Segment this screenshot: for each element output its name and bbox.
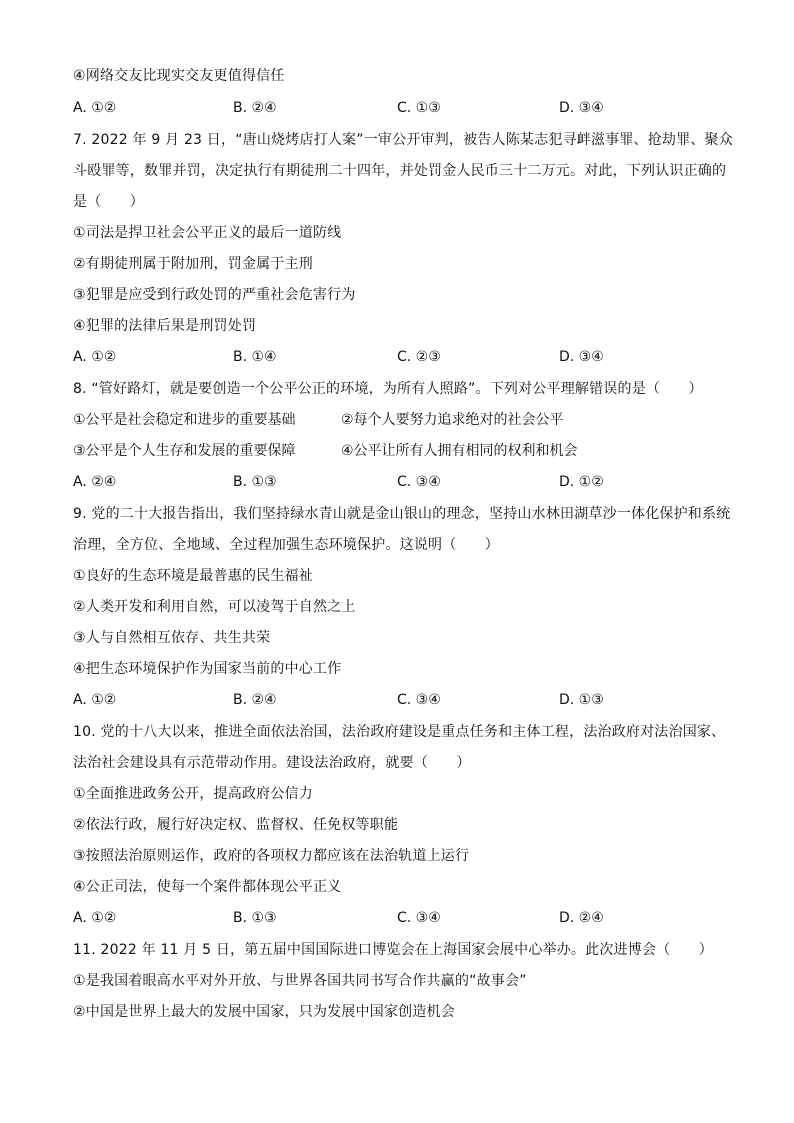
statement-q7-1: ①司法是捍卫社会公平正义的最后一道防线 [73,225,342,241]
option-a[interactable]: A. ①② [73,100,117,116]
options-q6 [73,99,733,117]
question-9-stem-2: 治理，全方位、全地域、全过程加强生态环境保护。这说明（ ） [73,537,499,553]
statements-q8-row-1 [73,411,564,429]
statement-q8-4: ④公平让所有人拥有相同的权利和机会 [341,443,578,459]
statement-q8-3: ③公平是个人生存和发展的重要保障 [73,443,296,459]
statement-q9-3: ③人与自然相互依存、共生共荣 [73,630,271,646]
statement-q7-2: ②有期徒刑属于附加刑，罚金属于主刑 [73,256,313,272]
statement-q9-2: ②人类开发和利用自然，可以凌驾于自然之上 [73,599,356,615]
options-q7 [73,348,733,366]
question-8-stem: 8. “管好路灯，就是要创造一个公平公正的环境，为所有人照路”。下列对公平理解错误的是（ ） [73,381,703,397]
statements-q8-row-2 [73,442,578,460]
option-d[interactable]: D. ①③ [559,692,604,708]
option-b[interactable]: B. ①③ [233,910,277,926]
statement-q10-1: ①全面推进政务公开，提高政府公信力 [73,786,313,802]
option-a[interactable]: A. ①② [73,349,117,365]
statement-q6-4: ④网络交友比现实交友更值得信任 [73,68,285,84]
option-a[interactable]: A. ①② [73,910,117,926]
option-b[interactable]: B. ②④ [233,692,277,708]
statement-q10-4: ④公正司法，使每一个案件都体现公平正义 [73,879,342,895]
statement-q11-1: ①是我国着眼高水平对外开放、与世界各国共同书写合作共赢的“故事会” [73,973,527,989]
statement-q10-2: ②依法行政，履行好决定权、监督权、任免权等职能 [73,817,399,833]
question-11-stem: 11. 2022 年 11 月 5 日，第五届中国国际进口博览会在上海国家会展中心举办。此次进博会（ ） [73,942,713,958]
question-10-stem-2: 法治社会建设具有示范带动作用。建设法治政府，就要（ ） [73,755,471,771]
options-q9 [73,691,733,709]
option-c[interactable]: C. ③④ [397,474,441,490]
question-7-stem-1: 7. 2022 年 9 月 23 日，“唐山烧烤店打人案”一审公开审判，被告人陈某志犯寻衅滋事罪、抢劫罪、聚众 [73,132,733,148]
option-a[interactable]: A. ②④ [73,474,117,490]
option-b[interactable]: B. ②④ [233,100,277,116]
statement-q9-4: ④把生态环境保护作为国家当前的中心工作 [73,661,342,677]
option-a[interactable]: A. ①② [73,692,117,708]
option-b[interactable]: B. ①④ [233,349,277,365]
option-d[interactable]: D. ①② [559,474,604,490]
statement-q9-1: ①良好的生态环境是最普惠的民生福祉 [73,568,313,584]
option-b[interactable]: B. ①③ [233,474,277,490]
option-d[interactable]: D. ③④ [559,349,604,365]
options-q8 [73,473,733,491]
question-7-stem-2: 斗殴罪等，数罪并罚，决定执行有期徒刑二十四年，并处罚金人民币三十二万元。对此，下列认识正确的 [73,163,727,179]
question-9-stem-1: 9. 党的二十大报告指出，我们坚持绿水青山就是金山银山的理念，坚持山水林田湖草沙一体化保护和系统 [73,506,731,522]
statement-q7-3: ③犯罪是应受到行政处罚的严重社会危害行为 [73,287,356,303]
option-d[interactable]: D. ②④ [559,910,604,926]
statement-q7-4: ④犯罪的法律后果是刑罚处罚 [73,318,257,334]
option-c[interactable]: C. ①③ [397,100,441,116]
statement-q8-2: ②每个人要努力追求绝对的社会公平 [341,412,564,428]
option-c[interactable]: C. ③④ [397,910,441,926]
option-c[interactable]: C. ③④ [397,692,441,708]
option-d[interactable]: D. ③④ [559,100,604,116]
statement-q10-3: ③按照法治原则运作，政府的各项权力都应该在法治轨道上运行 [73,848,470,864]
statement-q11-2: ②中国是世界上最大的发展中国家，只为发展中国家创造机会 [73,1004,455,1020]
option-c[interactable]: C. ②③ [397,349,441,365]
options-q10 [73,909,733,927]
question-10-stem-1: 10. 党的十八大以来，推进全面依法治国，法治政府建设是重点任务和主体工程，法治政府对法治国家、 [73,724,726,740]
question-7-stem-3: 是（ ） [73,194,144,210]
statement-q8-1: ①公平是社会稳定和进步的重要基础 [73,412,296,428]
